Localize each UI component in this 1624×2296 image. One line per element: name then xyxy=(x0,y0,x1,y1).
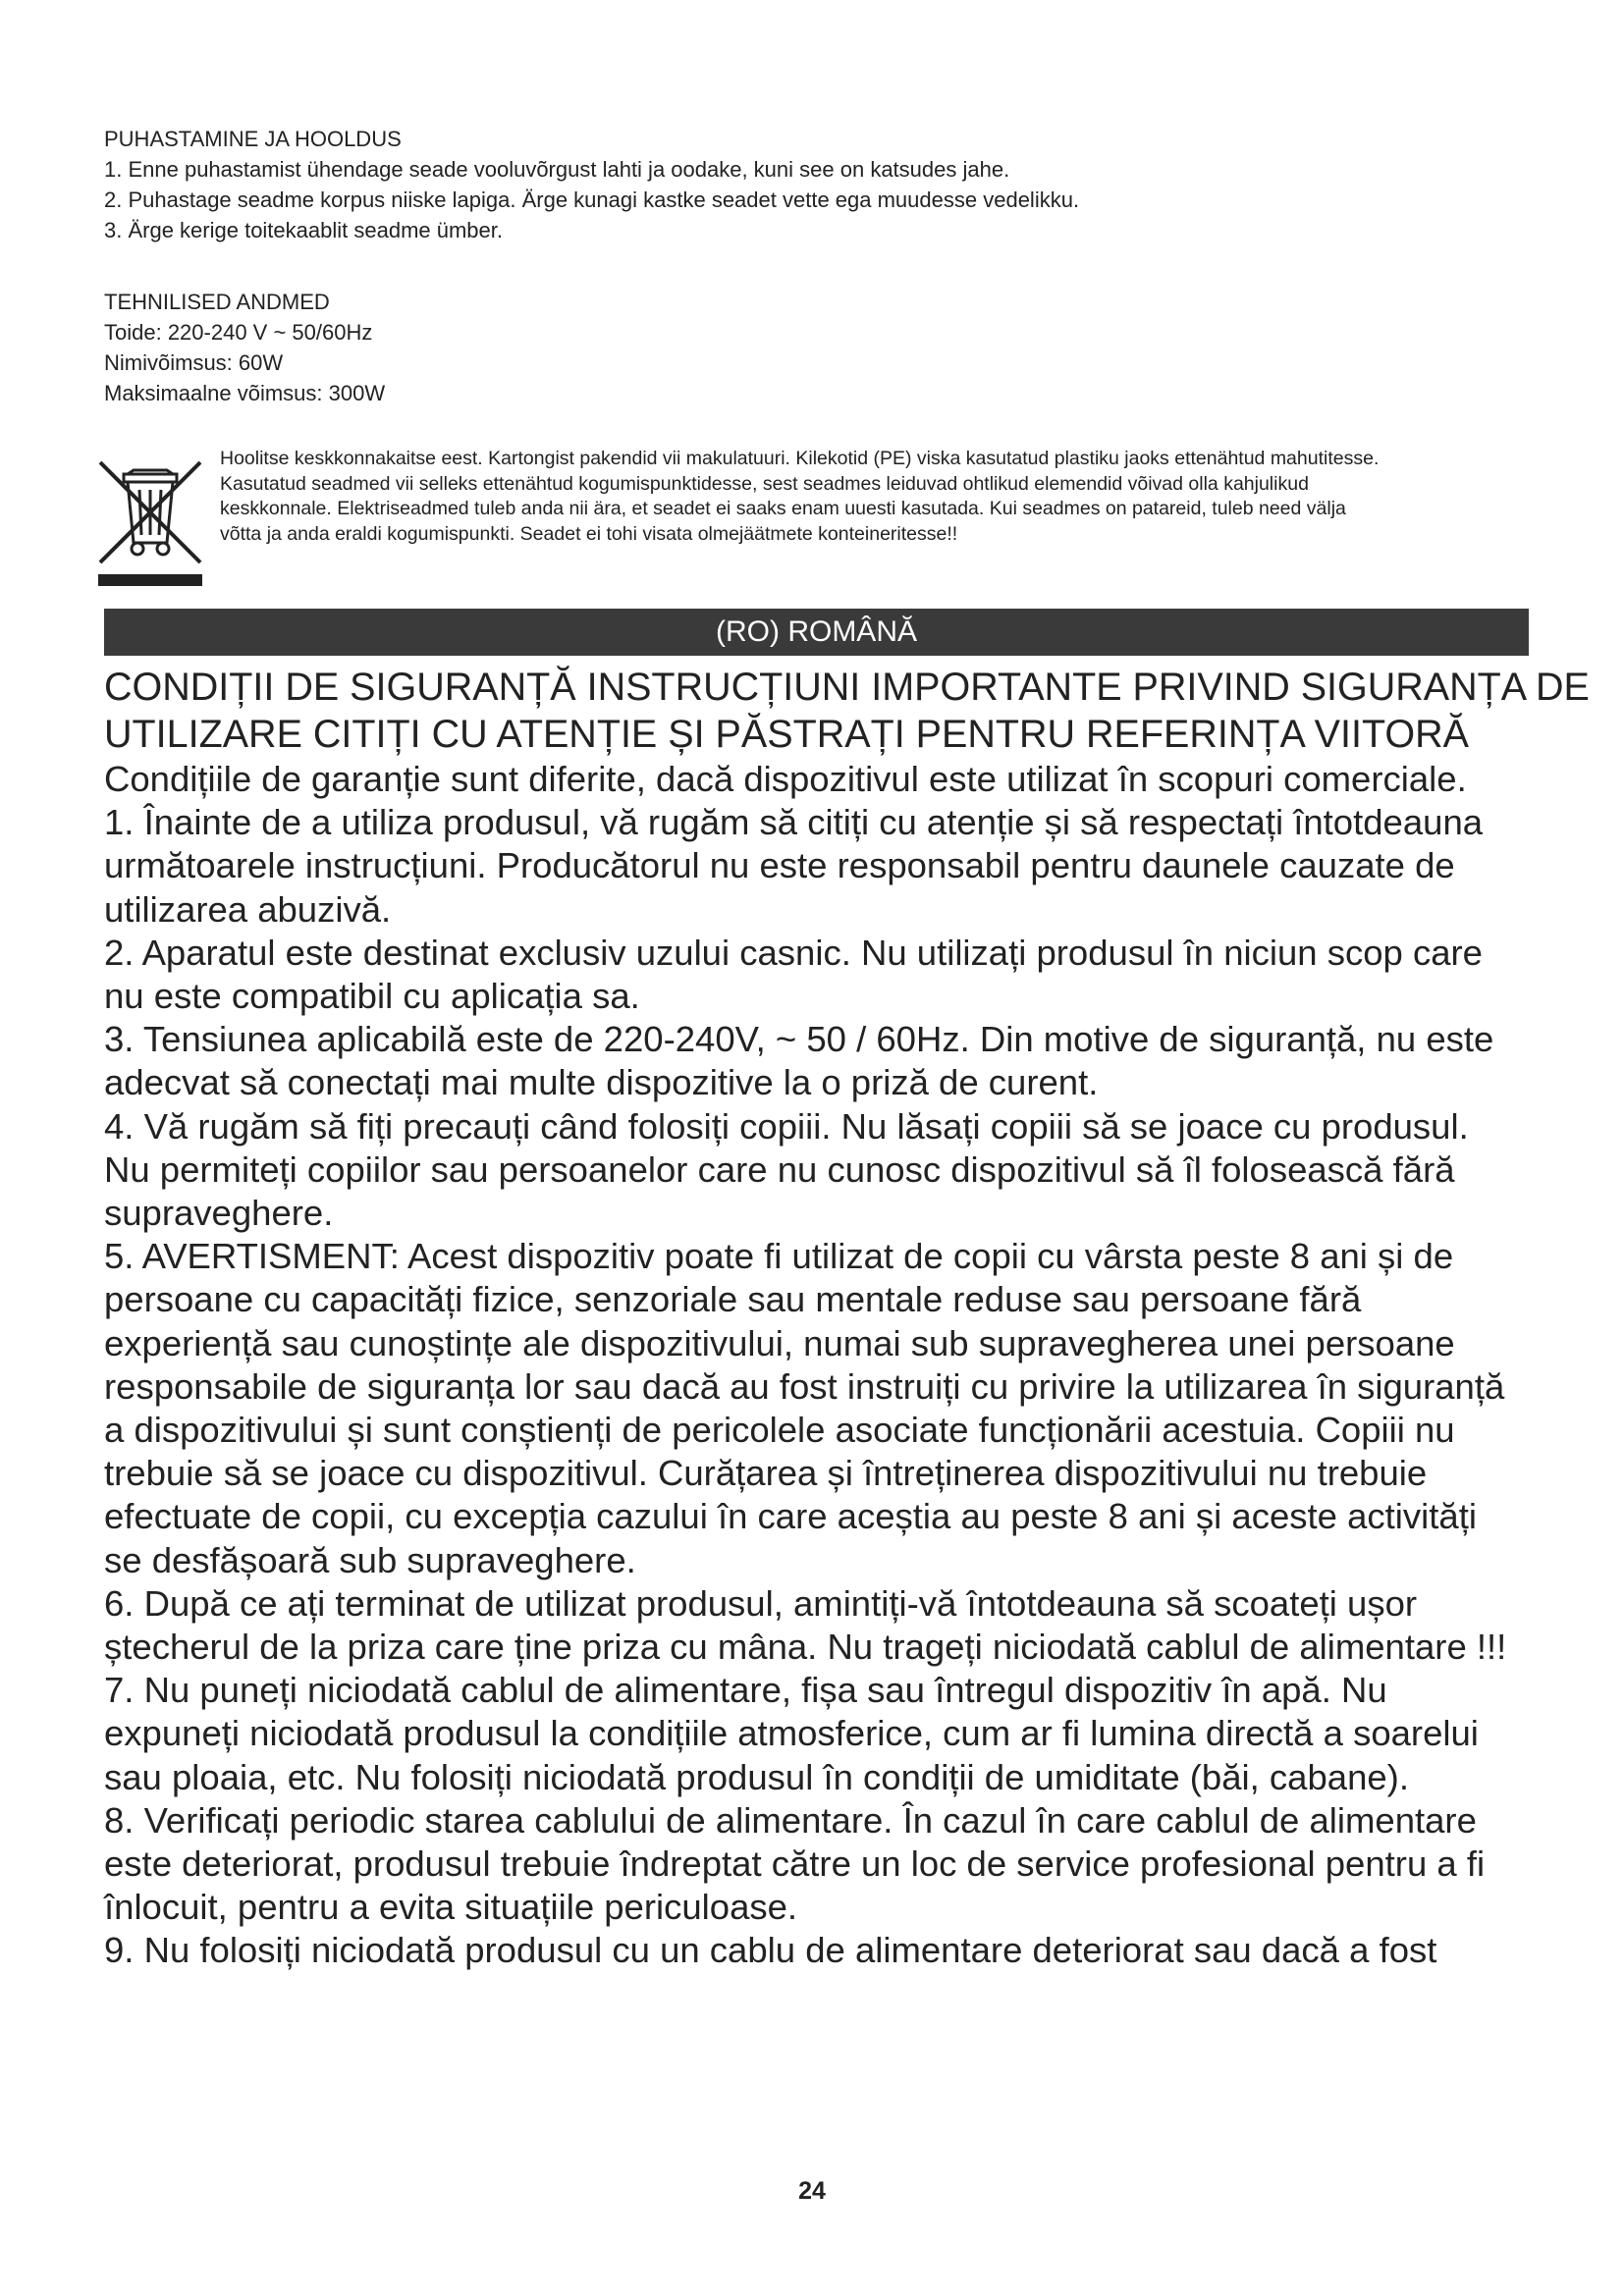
tech-data-item: Nimivõimsus: 60W xyxy=(104,350,284,375)
body-line: adecvat să conectați mai multe dispozitive la o priză de curent. xyxy=(104,1062,1099,1103)
body-line: trebuie să se joace cu dispozitivul. Curățarea și întreținerea dispozitivului nu trebuie xyxy=(104,1453,1428,1494)
body-line: ștecherul de la priza care ține priza cu mâna. Nu trageți niciodată cablul de alimentare !!! xyxy=(104,1627,1507,1668)
weee-line: keskkonnale. Elektriseadmed tuleb anda nii ära, et seadet ei saaks enam uuesti kasutada. Kui seadmes on patareid, tuleb need välja xyxy=(220,498,1346,519)
body-line: experiență sau cunoștințe ale dispozitivului, numai sub supravegherea unei persoane xyxy=(104,1322,1455,1363)
body-line: 1. Înainte de a utiliza produsul, vă rugăm să citiți cu atenție și să respectați întotdeauna xyxy=(104,802,1484,843)
body-line: utilizarea abuzivă. xyxy=(104,888,392,930)
weee-text xyxy=(220,447,1526,547)
body-line: 4. Vă rugăm să fiți precauți când folosiți copiii. Nu lăsați copiii să se joace cu produsul. xyxy=(104,1105,1469,1147)
body-line: expuneți niciodată produsul la condițiile atmosferice, cum ar fi lumina directă a soarelui xyxy=(104,1713,1479,1754)
weee-disposal-section xyxy=(96,447,1530,596)
tech-data-title: TEHNILISED ANDMED xyxy=(104,290,330,314)
cleaning-title: PUHASTAMINE JA HOOLDUS xyxy=(104,127,402,151)
cleaning-item: 1. Enne puhastamist ühendage seade vooluvõrgust lahti ja oodake, kuni see on katsudes jahe. xyxy=(104,157,1010,182)
safety-heading-line: CONDIȚII DE SIGURANȚĂ INSTRUCȚIUNI IMPORTANTE PRIVIND SIGURANȚA DE xyxy=(104,666,1590,709)
cleaning-item: 2. Puhastage seadme korpus niiske lapiga. Ärge kunagi kastke seadet vette ega muudesse vedelikku. xyxy=(104,187,1080,212)
body-line: 9. Nu folosiți niciodată produsul cu un cablu de alimentare deteriorat sau dacă a fost xyxy=(104,1930,1437,1971)
body-line: nu este compatibil cu aplicația sa. xyxy=(104,976,640,1017)
safety-heading-line: UTILIZARE CITIȚI CU ATENȚIE ȘI PĂSTRAȚI PENTRU REFERINȚA VIITORĂ xyxy=(104,713,1469,756)
body-line: persoane cu capacități fizice, senzoriale sau mentale reduse sau persoane fără xyxy=(104,1279,1362,1320)
body-line: 5. AVERTISMENT: Acest dispozitiv poate fi utilizat de copii cu vârsta peste 8 ani și de xyxy=(104,1236,1454,1277)
body-line: supraveghere. xyxy=(104,1193,334,1234)
weee-line: Kasutatud seadmed vii selleks ettenähtud kogumispunktidesse, sest seadmes leiduvad ohtlikud elemendid võivad olla kahjulikud xyxy=(220,472,1309,495)
language-header-bar: (RO) ROMÂNĂ xyxy=(104,609,1529,656)
page-number: 24 xyxy=(798,2177,826,2205)
body-line: se desfășoară sub supraveghere. xyxy=(104,1539,636,1580)
romanian-safety-section xyxy=(104,664,1590,1973)
cleaning-section xyxy=(104,124,1528,245)
body-line: 2. Aparatul este destinat exclusiv uzului casnic. Nu utilizați produsul în niciun scop care xyxy=(104,932,1483,973)
weee-line: võtta ja anda eraldi kogumispunkti. Seadet ei tohi visata olmejäätmete konteineritesse!! xyxy=(220,522,958,545)
tech-data-item: Maksimaalne võimsus: 300W xyxy=(104,381,386,405)
tech-data-section xyxy=(104,287,1528,408)
body-line: 7. Nu puneți niciodată cablul de alimentare, fișa sau întregul dispozitiv în apă. Nu xyxy=(104,1670,1387,1711)
body-line: sau ploaia, etc. Nu folosiți niciodată produsul în condiții de umiditate (băi, cabane). xyxy=(104,1756,1409,1797)
body-line: responsabile de siguranța lor sau dacă au fost instruiți cu privire la utilizarea în siguranță xyxy=(104,1365,1505,1407)
body-line: este deteriorat, produsul trebuie îndreptat către un loc de service profesional pentru a fi xyxy=(104,1843,1486,1885)
body-line: 6. După ce ați terminat de utilizat produsul, amintiți-vă întotdeauna să scoateți ușor xyxy=(104,1582,1418,1624)
body-line: următoarele instrucțiuni. Producătorul nu este responsabil pentru daunele cauzate de xyxy=(104,845,1455,886)
tech-data-item: Toide: 220-240 V ~ 50/60Hz xyxy=(104,320,373,345)
cleaning-item: 3. Ärge kerige toitekaablit seadme ümber. xyxy=(104,218,504,242)
body-line: 8. Verificați periodic starea cablului de alimentare. În cazul în care cablul de alimentare xyxy=(104,1799,1477,1841)
body-line: 3. Tensiunea aplicabilă este de 220-240V, ~ 50 / 60Hz. Din motive de siguranță, nu este xyxy=(104,1019,1494,1060)
crossed-out-wheelie-bin-icon xyxy=(96,454,204,588)
body-line: a dispozitivului și sunt conștienți de pericolele asociate funcționării acestuia. Copiii nu xyxy=(104,1410,1455,1451)
body-line: Condițiile de garanție sunt diferite, dacă dispozitivul este utilizat în scopuri comerciale. xyxy=(104,759,1467,799)
body-line: Nu permiteți copiilor sau persoanelor care nu cunosc dispozitivul să îl folosească fără xyxy=(104,1148,1455,1190)
body-line: înlocuit, pentru a evita situațiile periculoase. xyxy=(104,1887,798,1928)
body-line: efectuate de copii, cu excepția cazului în care aceștia au peste 8 ani și aceste activități xyxy=(104,1496,1477,1537)
weee-line: Hoolitse keskkonnakaitse eest. Kartongist pakendid vii makulatuuri. Kilekotid (PE) viska kasutatud plastiku jaoks ettenähtud mahutitesse. xyxy=(220,448,1380,469)
